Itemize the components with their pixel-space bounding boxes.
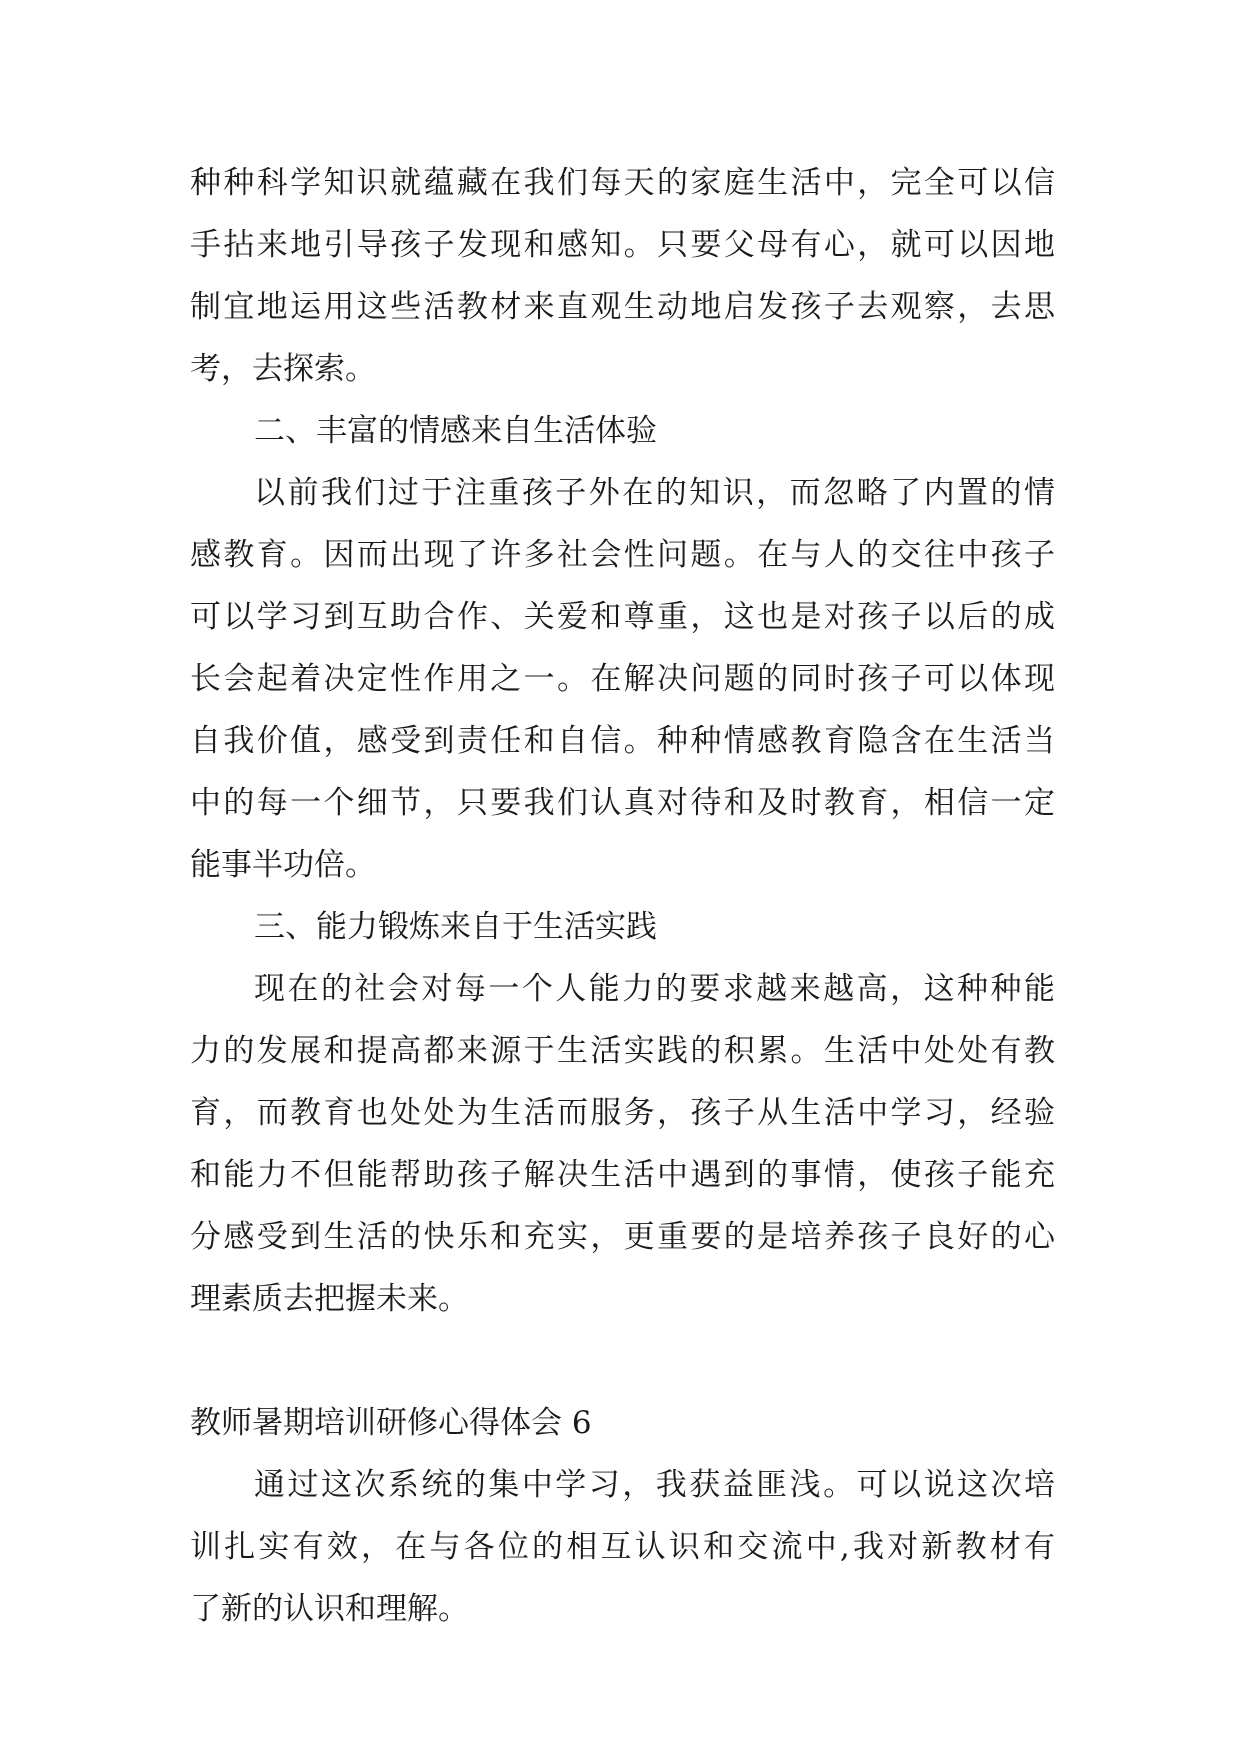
text-line: 可以学习到互助合作、关爱和尊重，这也是对孩子以后的成	[190, 599, 1055, 635]
section-heading-emotion: 二、丰富的情感来自生活体验	[254, 413, 657, 449]
text-line: 自我价值，感受到责任和自信。种种情感教育隐含在生活当	[190, 723, 1055, 759]
paragraph-science-knowledge	[190, 152, 1055, 400]
text-line: 分感受到生活的快乐和充实，更重要的是培养孩子良好的心	[190, 1219, 1055, 1255]
text-line: 育，而教育也处处为生活而服务，孩子从生活中学习，经验	[190, 1095, 1055, 1131]
text-line: 种种科学知识就蕴藏在我们每天的家庭生活中，完全可以信	[190, 165, 1055, 201]
text-line: 能事半功倍。	[190, 847, 376, 883]
text-line: 了新的认识和理解。	[190, 1591, 469, 1627]
text-line: 通过这次系统的集中学习，我获益匪浅。可以说这次培	[254, 1467, 1055, 1503]
paragraph-training-summary	[190, 1454, 1055, 1640]
text-line: 制宜地运用这些活教材来直观生动地启发孩子去观察，去思	[190, 289, 1055, 325]
text-line: 力的发展和提高都来源于生活实践的积累。生活中处处有教	[190, 1033, 1055, 1069]
document-body	[190, 152, 1055, 1640]
text-line: 以前我们过于注重孩子外在的知识，而忽略了内置的情	[254, 475, 1055, 511]
text-line: 和能力不但能帮助孩子解决生活中遇到的事情，使孩子能充	[190, 1157, 1055, 1193]
paragraph-ability-practice	[190, 958, 1055, 1330]
section-spacer	[190, 1330, 1055, 1392]
text-line: 训扎实有效，在与各位的相互认识和交流中,我对新教材有	[190, 1529, 1055, 1565]
text-line: 考，去探索。	[190, 351, 376, 387]
text-line: 长会起着决定性作用之一。在解决问题的同时孩子可以体现	[190, 661, 1055, 697]
paragraph-emotion-education	[190, 462, 1055, 896]
section-title: 教师暑期培训研修心得体会 6	[190, 1405, 592, 1441]
text-line: 感教育。因而出现了许多社会性问题。在与人的交往中孩子	[190, 537, 1055, 573]
section-heading-ability: 三、能力锻炼来自于生活实践	[254, 909, 657, 945]
text-line: 现在的社会对每一个人能力的要求越来越高，这种种能	[254, 971, 1055, 1007]
text-line: 手拈来地引导孩子发现和感知。只要父母有心，就可以因地	[190, 227, 1055, 263]
text-line: 理素质去把握未来。	[190, 1281, 469, 1317]
text-line: 中的每一个细节，只要我们认真对待和及时教育，相信一定	[190, 785, 1055, 821]
